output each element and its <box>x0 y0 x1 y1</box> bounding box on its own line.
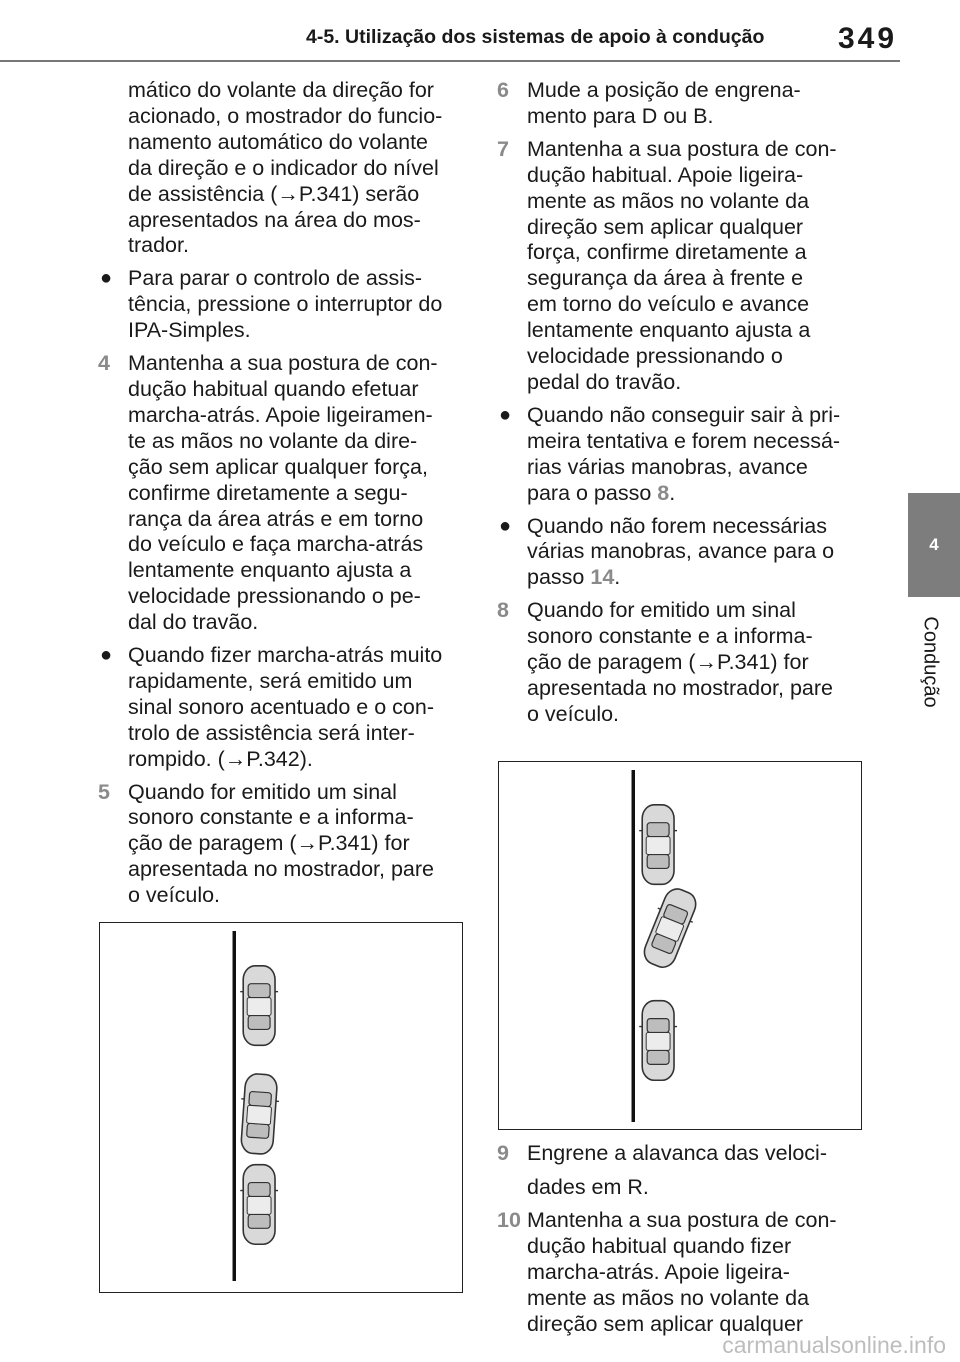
chapter-label: Condução <box>919 616 942 708</box>
step-text: Quando for emitido um sinal sonoro constante e a informa- ção de paragem (→P.341) for apresentada no mostrador, pare o veículo. <box>527 598 833 726</box>
parking-diagram <box>499 762 861 1129</box>
right-column <box>497 78 867 735</box>
step-reference: 14 <box>590 565 615 590</box>
parked-car-rear <box>639 1001 677 1081</box>
step-item <box>98 780 470 910</box>
watermark: carmanualsonline.info <box>722 1332 946 1358</box>
parked-car-front <box>639 805 677 885</box>
step-number: 8 <box>497 598 509 623</box>
bullet-icon: ● <box>499 514 512 537</box>
bullet-item <box>98 643 470 773</box>
step-number: 9 <box>497 1141 509 1165</box>
parked-car-rear <box>240 1165 278 1245</box>
bullet-text-main: Quando não forem necessárias várias manobras, avance para o passo <box>527 513 835 590</box>
left-column <box>98 78 470 916</box>
bullet-item <box>497 514 867 592</box>
bullet-text: Quando fizer marcha-atrás muito rapidamente, será emitido um sinal sonoro acentuado e o con- trolo de assistência será inter- rompido. (→P.342). <box>128 643 443 771</box>
bullet-text <box>527 514 867 592</box>
step-number: 7 <box>497 136 509 161</box>
step-text: Quando for emitido um sinal sonoro constante e a informa- ção de paragem (→P.341) for apresentada no mostrador, pare o veículo. <box>128 779 434 908</box>
parking-diagram <box>100 923 462 1292</box>
step-reference: 8 <box>657 480 670 505</box>
chapter-tab: 4 <box>908 493 960 597</box>
bullet-item <box>98 266 470 344</box>
bullet-text: Para parar o controlo de assis- tência, pressione o interruptor do IPA-Simples. <box>128 266 443 343</box>
bullet-icon: ● <box>499 403 512 426</box>
step-text: Engrene a alavanca das veloci- dades em R. <box>527 1141 827 1199</box>
step-number: 4 <box>98 351 110 376</box>
step-item <box>497 78 867 130</box>
parking-illustration-forward <box>498 761 862 1130</box>
header-divider <box>0 60 900 62</box>
bullet-item <box>497 403 867 507</box>
chapter-label-container <box>918 610 942 714</box>
step-number: 10 <box>497 1208 521 1232</box>
step-item <box>497 1208 867 1338</box>
step-number: 5 <box>98 779 110 804</box>
bullet-text-end: . <box>669 480 676 505</box>
maneuvering-car <box>638 884 703 972</box>
step-text: Mantenha a sua postura de con- dução habitual quando efetuar marcha-atrás. Apoie ligeiramen- te as mãos no volante da dire- ção sem aplicar qualquer força, confirme diretamente a segu- rança da área atrás e em torno do veículo e faça marcha-atrás lentamente enquanto ajusta a velocidade pressionando o pe- dal do travão. <box>128 351 438 635</box>
reversing-car <box>237 1073 280 1155</box>
bullet-text-main: Quando não conseguir sair à pri- meira tentativa e forem necessá- rias várias manobras, avance para o passo <box>527 402 841 505</box>
bullet-text <box>527 403 867 507</box>
step-item <box>497 598 867 728</box>
step-item <box>98 351 470 636</box>
bullet-icon: ● <box>100 644 113 667</box>
paragraph-text: mático do volante da direção for acionado, o mostrador do funcio- namento automático do volante da direção e o indicador do nível de assistência (→P.341) serão apresentados na área do mos- trador. <box>128 78 443 258</box>
parked-car-front <box>240 966 278 1046</box>
step-number: 6 <box>497 78 509 102</box>
continuation-paragraph <box>98 78 470 259</box>
parking-illustration-reverse <box>99 922 463 1293</box>
section-title: 4-5. Utilização dos sistemas de apoio à condução <box>306 26 765 48</box>
bullet-icon: ● <box>100 267 113 290</box>
step-text: Mantenha a sua postura de con- dução habitual. Apoie ligeira- mente as mãos no volante da direção sem aplicar qualquer força, confirme diretamente a segurança da área à frente e em torno do veículo e avance lentamente enquanto ajusta a velocidade pressionando o pedal do travão. <box>527 136 837 394</box>
step-item <box>497 137 867 396</box>
page-number: 349 <box>838 22 898 55</box>
bullet-text-end: . <box>614 565 621 590</box>
step-text: Mude a posição de engrena- mento para D ou B. <box>527 78 801 128</box>
step-item <box>497 1136 867 1204</box>
step-text: Mantenha a sua postura de con- dução habitual quando fizer marcha-atrás. Apoie ligeira- mente as mãos no volante da direção sem aplicar qualquer <box>527 1208 837 1336</box>
right-column-lower <box>497 1136 867 1345</box>
